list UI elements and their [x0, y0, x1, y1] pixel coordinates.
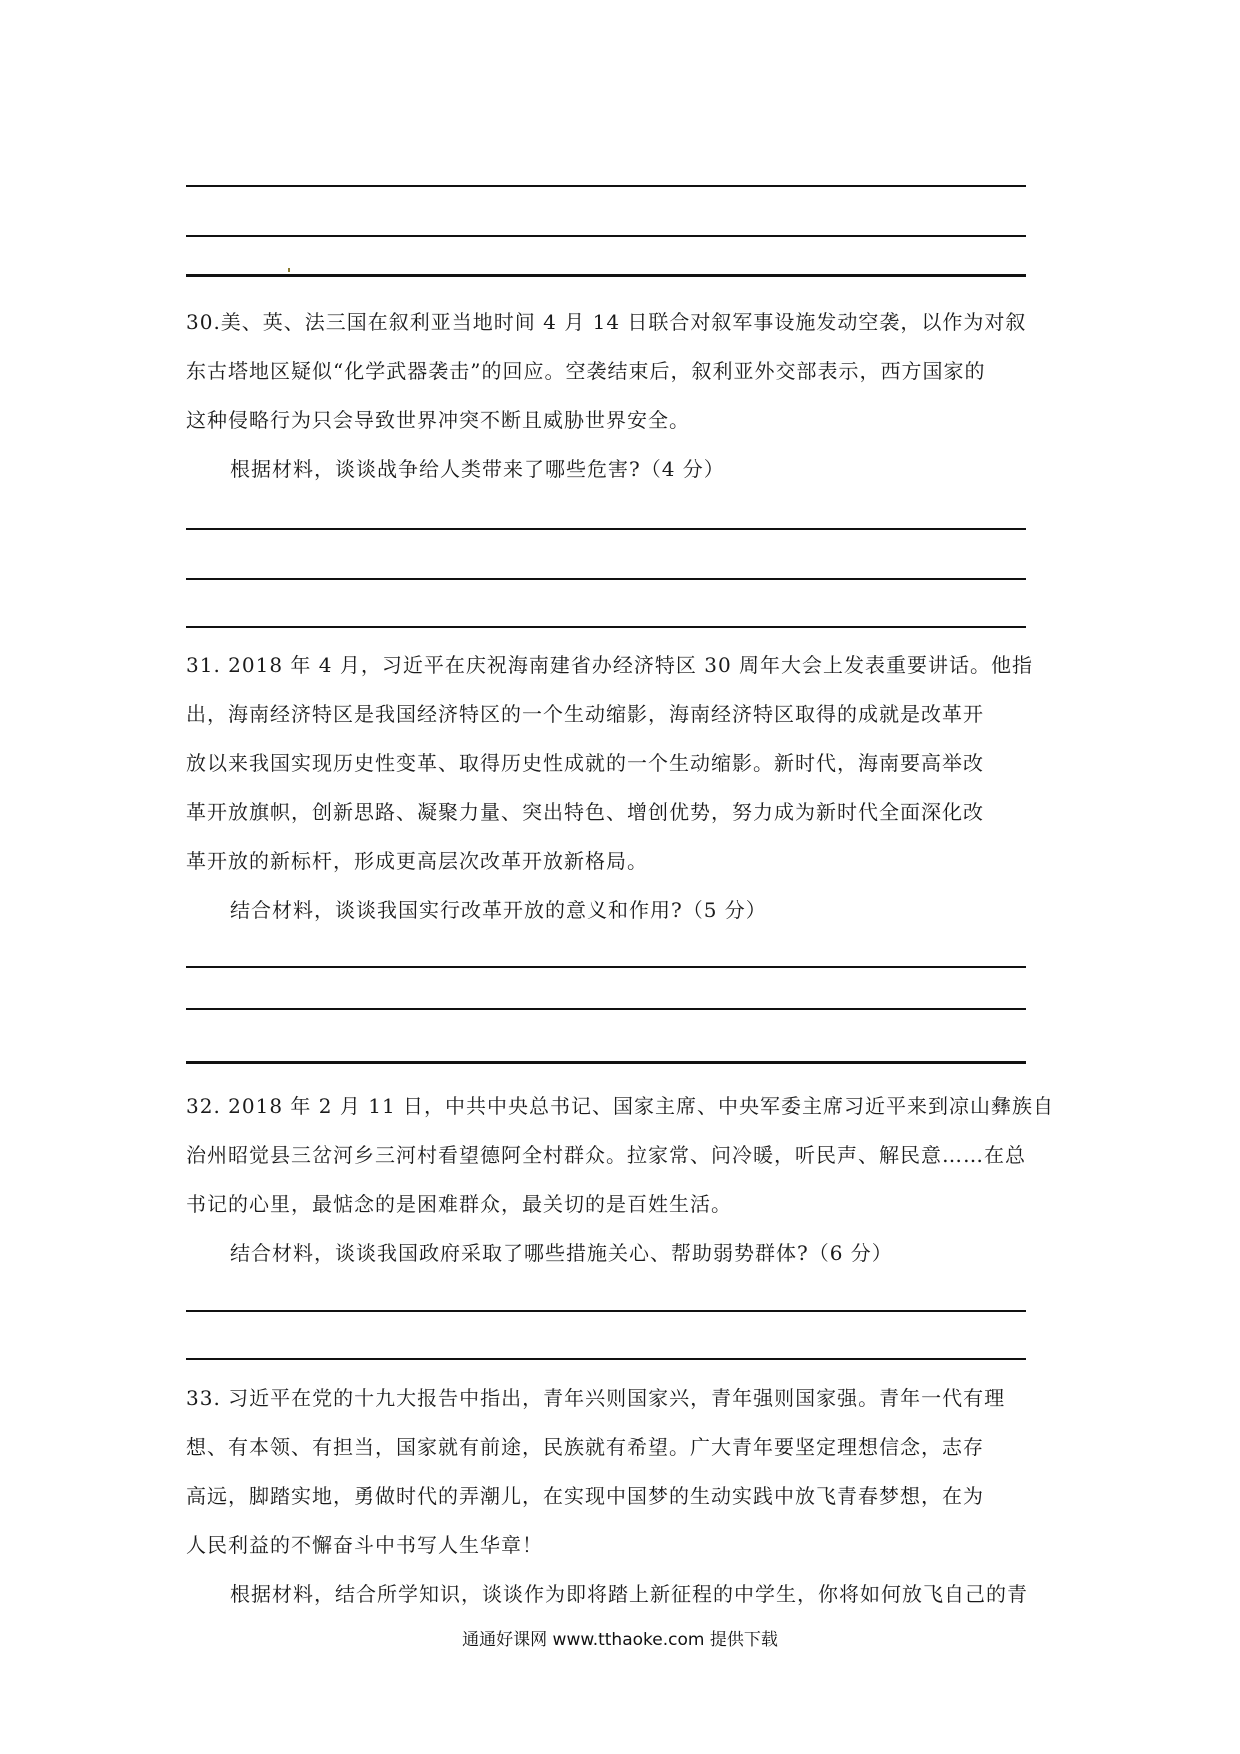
- answer-line: [186, 1358, 1026, 1360]
- answer-line: [186, 626, 1026, 628]
- answer-line: [186, 528, 1026, 530]
- question-32-text: 书记的心里，最惦念的是困难群众，最关切的是百姓生活。: [186, 1192, 732, 1216]
- question-33-text: 想、有本领、有担当，国家就有前途，民族就有希望。广大青年要坚定理想信念，志存: [186, 1435, 984, 1459]
- question-31-text: 出，海南经济特区是我国经济特区的一个生动缩影，海南经济特区取得的成就是改革开: [186, 702, 984, 726]
- question-33-text: 33. 习近平在党的十九大报告中指出，青年兴则国家兴，青年强则国家强。青年一代有理: [186, 1386, 1006, 1410]
- answer-line: [186, 274, 1026, 277]
- question-30-prompt: 根据材料，谈谈战争给人类带来了哪些危害?（4 分）: [230, 457, 725, 481]
- question-31-text: 革开放的新标杆，形成更高层次改革开放新格局。: [186, 849, 648, 873]
- question-31-text: 放以来我国实现历史性变革、取得历史性成就的一个生动缩影。新时代，海南要高举改: [186, 751, 984, 775]
- question-30-text: 东古塔地区疑似“化学武器袭击”的回应。空袭结束后，叙利亚外交部表示，西方国家的: [186, 359, 986, 383]
- question-30-text: 30.美、英、法三国在叙利亚当地时间 4 月 14 日联合对叙军事设施发动空袭，以作为对叙: [186, 310, 1027, 334]
- answer-line: [186, 185, 1026, 187]
- question-33-text: 高远，脚踏实地，勇做时代的弄潮儿，在实现中国梦的生动实践中放飞青春梦想，在为: [186, 1484, 984, 1508]
- question-32-text: 32. 2018 年 2 月 11 日，中共中央总书记、国家主席、中央军委主席习近平来到凉山彝族自: [186, 1094, 1055, 1118]
- question-31-prompt: 结合材料，谈谈我国实行改革开放的意义和作用?（5 分）: [230, 898, 767, 922]
- answer-line: [186, 966, 1026, 968]
- question-31-text: 31. 2018 年 4 月，习近平在庆祝海南建省办经济特区 30 周年大会上发表重要讲话。他指: [186, 653, 1034, 677]
- question-32-prompt: 结合材料，谈谈我国政府采取了哪些措施关心、帮助弱势群体?（6 分）: [230, 1241, 893, 1265]
- question-32-text: 治州昭觉县三岔河乡三河村看望德阿全村群众。拉家常、问冷暖，听民声、解民意……在总: [186, 1143, 1026, 1167]
- page-footer: 通通好课网 www.tthaoke.com 提供下载: [462, 1630, 778, 1650]
- answer-line: [186, 1008, 1026, 1010]
- question-30-text: 这种侵略行为只会导致世界冲突不断且威胁世界安全。: [186, 408, 690, 432]
- question-33-text: 人民利益的不懈奋斗中书写人生华章！: [186, 1533, 543, 1557]
- answer-line: [186, 1061, 1026, 1064]
- answer-line: [186, 235, 1026, 237]
- answer-line: [186, 578, 1026, 580]
- scan-speck: [288, 268, 290, 272]
- answer-line: [186, 1310, 1026, 1312]
- question-33-prompt: 根据材料，结合所学知识，谈谈作为即将踏上新征程的中学生，你将如何放飞自己的青: [230, 1582, 1028, 1606]
- question-31-text: 革开放旗帜，创新思路、凝聚力量、突出特色、增创优势，努力成为新时代全面深化改: [186, 800, 984, 824]
